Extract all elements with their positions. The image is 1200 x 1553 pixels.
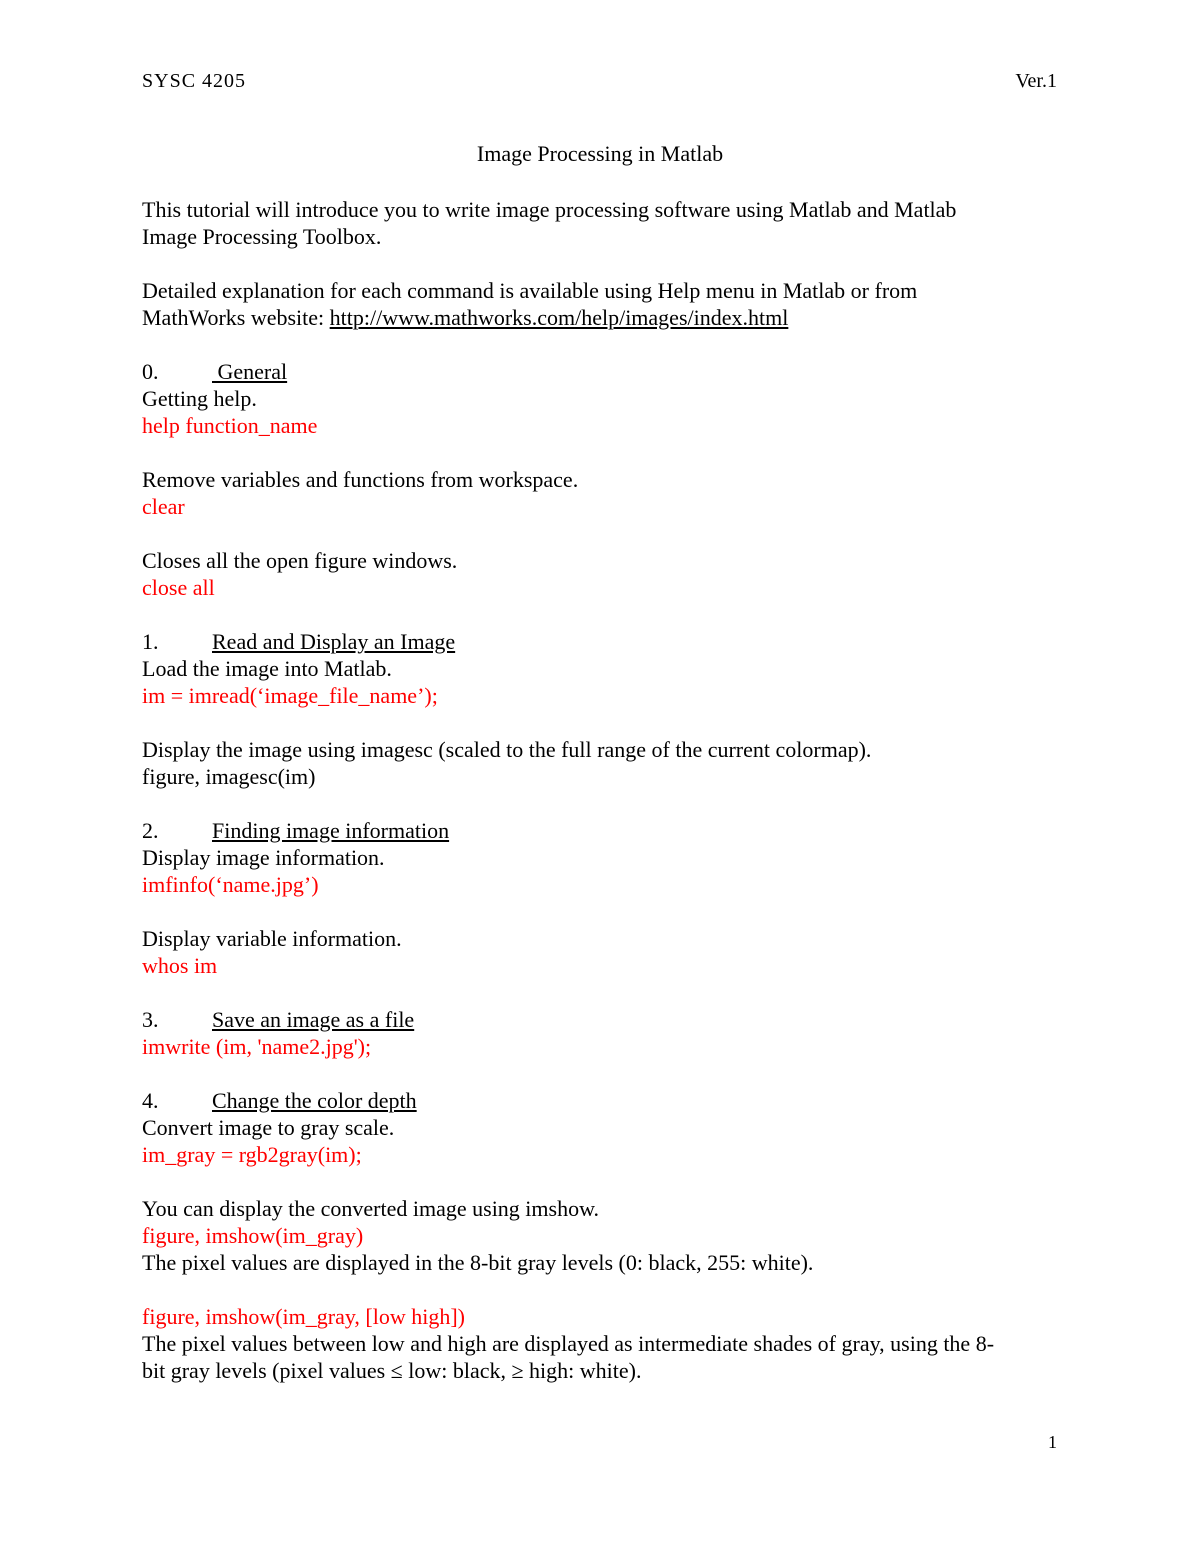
page-title: Image Processing in Matlab — [476, 141, 724, 166]
item-description: Getting help. — [142, 386, 257, 411]
section-title: Change the color depth — [212, 1088, 417, 1113]
command-text: help function_name — [142, 413, 318, 438]
item-description: Display variable information. — [142, 926, 402, 951]
section-number: 1. — [142, 629, 159, 654]
item-description: Display image information. — [142, 845, 385, 870]
version-label: Ver.1 — [1015, 70, 1057, 92]
section-title: Finding image information — [212, 818, 450, 843]
item-description: Convert image to gray scale. — [142, 1115, 395, 1140]
item-description: You can display the converted image using imshow. — [142, 1196, 600, 1221]
item-note: bit gray levels (pixel values ≤ low: black, ≥ high: white). — [142, 1358, 642, 1383]
help-note-line — [142, 304, 1062, 331]
section-title: Save an image as a file — [212, 1007, 415, 1032]
page-number: 1 — [1048, 1432, 1057, 1452]
command-text-plain: figure, imagesc(im) — [142, 764, 316, 789]
command-text: figure, imshow(im_gray) — [142, 1223, 364, 1248]
section-title: Read and Display an Image — [212, 629, 456, 654]
course-code: SYSC 4205 — [142, 70, 247, 92]
item-description: Display the image using imagesc (scaled to the full range of the current colormap). — [142, 737, 872, 762]
intro-line: This tutorial will introduce you to write image processing software using Matlab and Matlab — [142, 197, 957, 222]
command-text: clear — [142, 494, 185, 519]
section-heading — [142, 1006, 1062, 1033]
item-note: The pixel values between low and high are displayed as intermediate shades of gray, using the 8- — [142, 1331, 995, 1356]
command-text: whos im — [142, 953, 218, 978]
help-note-line: Detailed explanation for each command is available using Help menu in Matlab or from — [142, 278, 918, 303]
intro-line: Image Processing Toolbox. — [142, 224, 382, 249]
command-text: imfinfo(‘name.jpg’) — [142, 872, 319, 897]
command-text: imwrite (im, 'name2.jpg'); — [142, 1034, 372, 1059]
section-number: 4. — [142, 1088, 159, 1113]
section-number: 0. — [142, 359, 159, 384]
section-number: 3. — [142, 1007, 159, 1032]
item-description: Closes all the open figure windows. — [142, 548, 458, 573]
command-text: close all — [142, 575, 215, 600]
section-heading — [142, 358, 1062, 385]
command-text: im = imread(‘image_file_name’); — [142, 683, 438, 708]
document-body — [142, 196, 1062, 1384]
item-note: The pixel values are displayed in the 8-bit gray levels (0: black, 255: white). — [142, 1250, 814, 1275]
command-text: figure, imshow(im_gray, [low high]) — [142, 1304, 466, 1329]
item-description: Load the image into Matlab. — [142, 656, 392, 681]
help-note-prefix: MathWorks website: — [142, 305, 330, 330]
item-description: Remove variables and functions from workspace. — [142, 467, 579, 492]
command-text: im_gray = rgb2gray(im); — [142, 1142, 362, 1167]
section-number: 2. — [142, 818, 159, 843]
section-heading — [142, 1087, 1062, 1114]
section-heading — [142, 628, 1062, 655]
section-heading — [142, 817, 1062, 844]
mathworks-link[interactable]: http://www.mathworks.com/help/images/index.html — [329, 305, 789, 330]
section-title: General — [212, 359, 288, 384]
